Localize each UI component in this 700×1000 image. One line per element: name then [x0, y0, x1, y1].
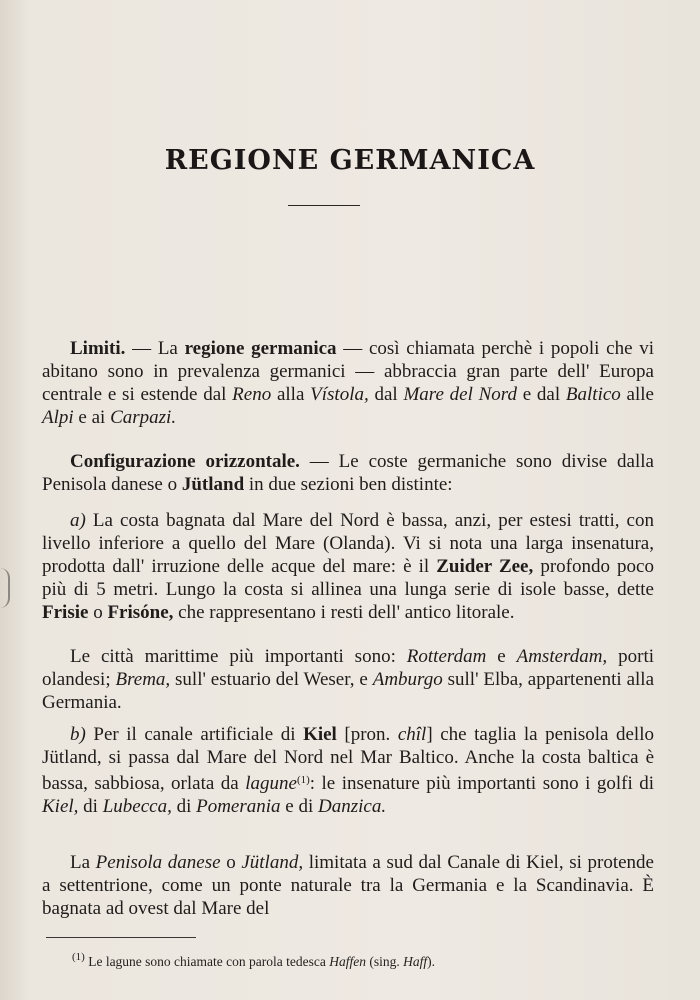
- paragraph-limiti: [42, 337, 654, 429]
- text-span: e dal: [517, 384, 566, 405]
- text-span: ).: [427, 954, 435, 969]
- footnote-marker: (1): [72, 951, 85, 963]
- place-name: Rotterdam: [406, 646, 487, 667]
- place-name: Mare del Nord: [403, 384, 517, 405]
- bold-term: Kiel: [303, 724, 337, 745]
- configurazione-heading: Configurazione orizzontale.: [70, 451, 300, 472]
- paragraph-a: [42, 509, 654, 624]
- page-title: REGIONE GERMANICA: [164, 145, 536, 176]
- text-span: porti olandesi;: [42, 646, 654, 690]
- text-span: Le lagune sono chiamate con parola tedesca: [84, 954, 330, 969]
- place-name: Pomerania: [196, 796, 281, 817]
- text-span: e ai: [73, 407, 111, 428]
- title-rule: [288, 205, 360, 206]
- place-name: Amburgo: [372, 669, 443, 690]
- paragraph-configurazione: [42, 450, 654, 496]
- text-span: La costa bagnata dal Mare del Nord è bassa, anzi, per estesi tratti, con livello inferiore a quello del Mare (Olanda). Vi si nota una larga insenatura, prodotta dall' irruzione delle acque del mare: è il: [42, 510, 654, 577]
- place-name: Kiel,: [42, 796, 79, 817]
- text-span: di: [78, 796, 103, 817]
- bold-term: Zuider Zee,: [436, 556, 534, 577]
- term: lagune: [245, 773, 297, 794]
- place-name: Alpi: [42, 407, 74, 428]
- bold-term: Jütland: [181, 474, 245, 495]
- paragraph-b: [42, 723, 654, 818]
- text-span: o: [88, 602, 108, 623]
- text-span: profondo poco più di 5 metri. Lungo la costa si allinea una lunga serie di isole basse, dette: [42, 556, 654, 600]
- text-span: Le città marittime più importanti sono:: [70, 646, 407, 667]
- paragraph-penisola: [42, 851, 654, 920]
- pronunciation: chîl: [397, 724, 427, 745]
- place-name: Baltico: [565, 384, 621, 405]
- text-span: — La: [125, 338, 185, 359]
- list-label: b): [70, 724, 86, 745]
- text-span: alla: [271, 384, 311, 405]
- text-span: [pron.: [336, 724, 398, 745]
- text-span: — Le coste germaniche sono divise dalla Penisola danese o: [42, 451, 654, 495]
- footnote-divider: [46, 937, 196, 938]
- text-span: e: [486, 646, 517, 667]
- place-name: Lubecca,: [102, 796, 172, 817]
- limiti-heading: Limiti.: [70, 338, 126, 359]
- place-name: Danzica.: [318, 796, 387, 817]
- list-label: a): [70, 510, 86, 531]
- text-span: limitata a sud dal Canale di Kiel, si protende a settentrione, come un ponte naturale tra la Germania e la Scandinavia. È bagnata ad ovest dal Mare del: [42, 852, 654, 919]
- text-span: : le insenature più importanti sono i golfi di: [309, 773, 654, 794]
- text-span: di: [171, 796, 197, 817]
- text-span: ] che taglia la penisola dello Jütland, si passa dal Mare del Nord nel Mar Baltico. Anche la costa baltica è bassa, sabbiosa, orlata da: [42, 724, 654, 794]
- footnote: [72, 951, 632, 970]
- term: Haff: [403, 954, 428, 969]
- text-span: alle: [620, 384, 654, 405]
- text-span: dal: [368, 384, 404, 405]
- text-span: — così chiamata perchè i popoli che vi abitano sono in prevalenza germanici — abbraccia gran parte dell' Europa centrale e si estende dal: [42, 338, 654, 405]
- bold-term: regione germanica: [184, 338, 337, 359]
- text-span: Per il canale artificiale di: [85, 724, 304, 745]
- text-span: e di: [280, 796, 319, 817]
- text-span: La: [70, 852, 96, 873]
- text-span: sull' Elba, appartenenti alla Germania.: [42, 669, 654, 713]
- term: Haffen: [329, 954, 366, 969]
- place-name: Amsterdam,: [516, 646, 608, 667]
- bold-term: Frisóne,: [107, 602, 174, 623]
- paragraph-citta: [42, 645, 654, 714]
- text-span: (sing.: [365, 954, 404, 969]
- place-name: Reno: [232, 384, 272, 405]
- place-name: Jütland,: [241, 852, 304, 873]
- place-name: Brema,: [115, 669, 171, 690]
- footnote-reference[interactable]: (1): [296, 774, 310, 786]
- place-name: Carpazi.: [110, 407, 177, 428]
- bold-term: Frisie: [42, 602, 89, 623]
- place-name: Penisola danese: [95, 852, 221, 873]
- text-span: o: [220, 852, 242, 873]
- text-span: in due sezioni ben distinte:: [244, 474, 453, 495]
- page-edge-mark: [0, 568, 10, 608]
- text-span: sull' estuario del Weser, e: [170, 669, 373, 690]
- text-span: che rappresentano i resti dell' antico litorale.: [173, 602, 515, 623]
- place-name: Vístola,: [310, 384, 369, 405]
